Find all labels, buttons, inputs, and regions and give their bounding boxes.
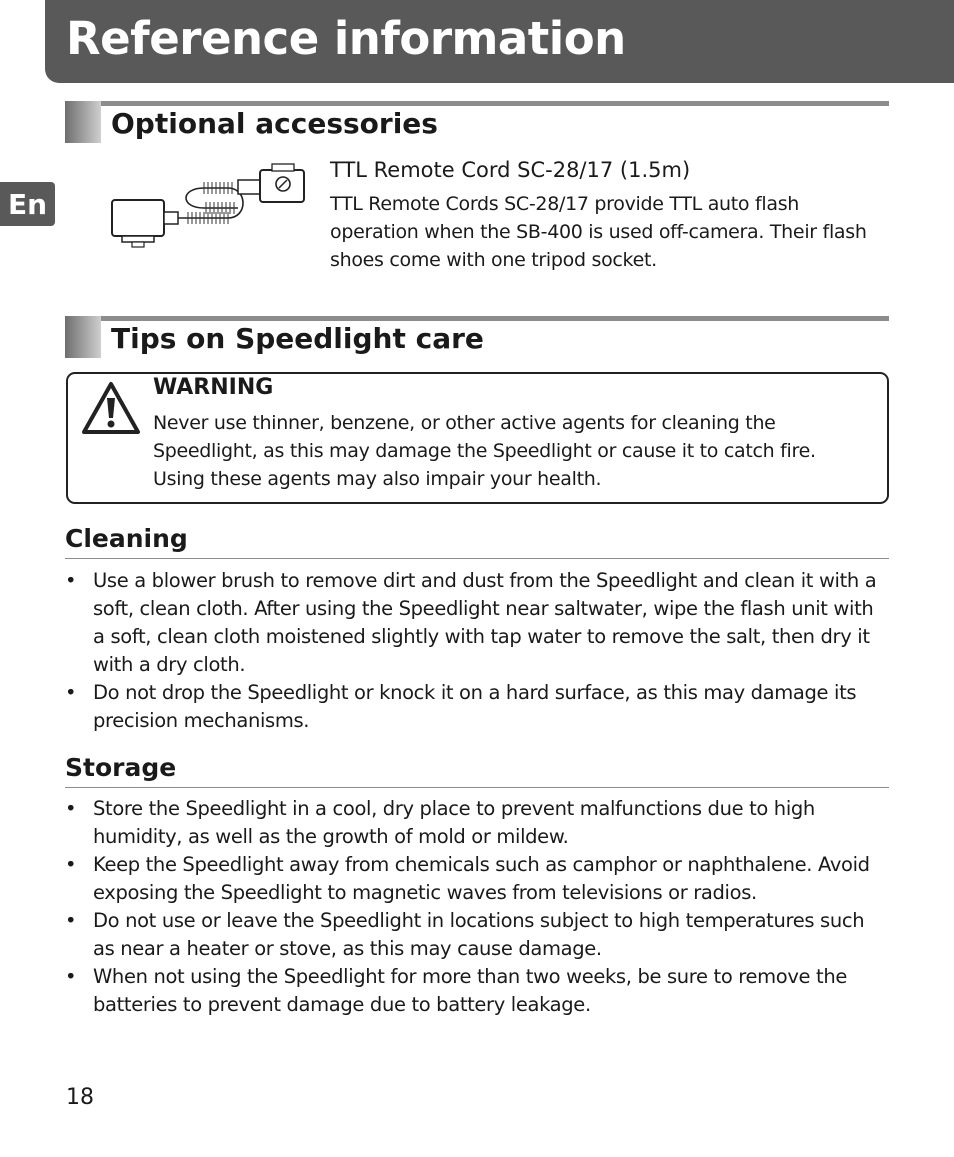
cleaning-list: [65, 567, 889, 735]
section-rule: [65, 101, 889, 106]
section-marker: [65, 316, 101, 358]
accessory-title: TTL Remote Cord SC-28/17 (1.5m): [330, 158, 691, 182]
accessory-description: TTL Remote Cords SC-28/17 provide TTL auto flash operation when the SB-400 is used off-camera. Their flash shoes come with one tripod socket.: [330, 193, 867, 271]
subsection-title: Storage: [65, 753, 177, 782]
list-item: [65, 963, 889, 1019]
section-title: Optional accessories: [111, 107, 438, 140]
list-item: [65, 851, 889, 907]
warning-title: WARNING: [153, 375, 274, 400]
subsection-header-cleaning: [65, 522, 889, 559]
bullet-dot: •: [65, 569, 77, 592]
list-item: [65, 567, 889, 679]
bullet-dot: •: [65, 909, 77, 932]
section-header-speedlight-care: [65, 316, 889, 358]
list-item-text: Do not drop the Speedlight or knock it on a hard surface, as this may damage its precision mechanisms.: [93, 681, 857, 732]
language-tab: En: [0, 182, 55, 226]
list-item: [65, 795, 889, 851]
list-item-text: Use a blower brush to remove dirt and dust from the Speedlight and clean it with a soft, clean cloth. After using the Speedlight near saltwater, wipe the flash unit with a soft, clean cloth moistened slightly with tap water to remove the salt, then dry it with a dry cloth.: [93, 569, 877, 676]
bullet-dot: •: [65, 965, 77, 988]
warning-icon: [80, 380, 142, 436]
list-item: [65, 679, 889, 735]
list-item-text: Keep the Speedlight away from chemicals such as camphor or naphthalene. Avoid exposing the Speedlight to magnetic waves from televisions or radios.: [93, 853, 870, 904]
list-item-text: When not using the Speedlight for more than two weeks, be sure to remove the batteries to prevent damage due to battery leakage.: [93, 965, 847, 1016]
section-title: Tips on Speedlight care: [111, 322, 484, 355]
subsection-title: Cleaning: [65, 524, 188, 553]
list-item: [65, 907, 889, 963]
section-header-optional-accessories: [65, 101, 889, 143]
section-marker: [65, 101, 101, 143]
list-item-text: Do not use or leave the Speedlight in locations subject to high temperatures such as near a heater or stove, as this may cause damage.: [93, 909, 865, 960]
bullet-dot: •: [65, 797, 77, 820]
bullet-dot: •: [65, 853, 77, 876]
subsection-header-storage: [65, 751, 889, 788]
list-item-text: Store the Speedlight in a cool, dry place to prevent malfunctions due to high humidity, as well as the growth of mold or mildew.: [93, 797, 815, 848]
page-title: Reference information: [66, 12, 626, 65]
storage-list: [65, 795, 889, 1019]
section-rule: [65, 316, 889, 321]
remote-cord-illustration: [108, 160, 308, 250]
bullet-dot: •: [65, 681, 77, 704]
page-number: 18: [66, 1085, 94, 1110]
warning-text: Never use thinner, benzene, or other active agents for cleaning the Speedlight, as this may damage the Speedlight or cause it to catch fire. Using these agents may also impair your health.: [153, 412, 816, 490]
